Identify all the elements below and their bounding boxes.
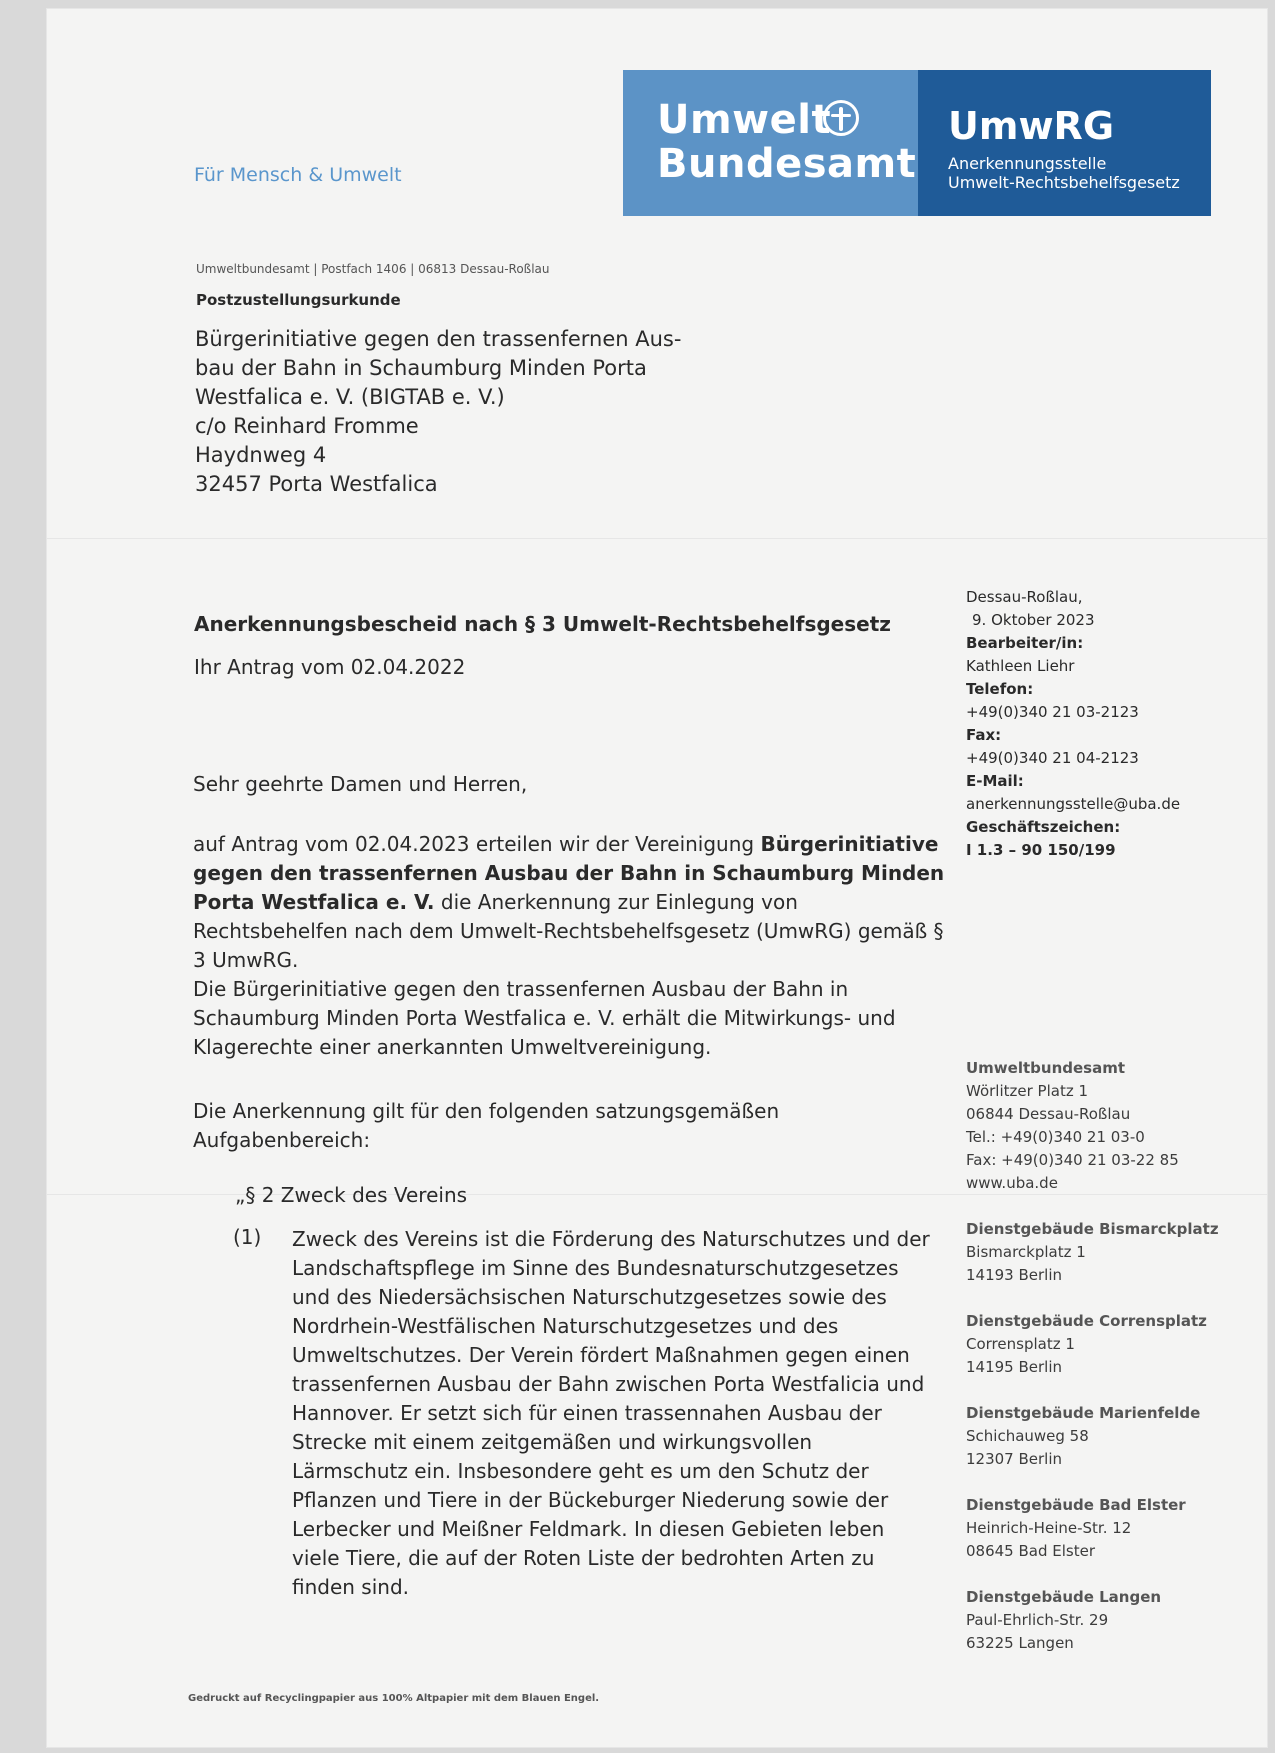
office-block — [966, 1402, 1200, 1471]
office-block — [966, 1310, 1207, 1379]
umwrg-logo — [918, 70, 1211, 216]
address-line: bau der Bahn in Schaumburg Minden Porta — [195, 356, 647, 380]
umwrg-title: UmwRG — [948, 104, 1115, 148]
paragraph-recognition — [193, 830, 953, 975]
paragraph-rights: Die Bürgerinitiative gegen den trassenfernen Ausbau der Bahn in Schaumburg Minden Porta Westfalica e. V. erhält die Mitwirkungs- und Klagerechte einer anerkannten Umweltvereinigung. — [193, 977, 896, 1059]
umwrg-subtitle — [948, 154, 1180, 192]
delivery-note: Postzustellungsurkunde — [196, 291, 401, 309]
logo-text-umwelt: Umwelt — [657, 97, 832, 143]
clerk-label: Bearbeiter/in: — [966, 634, 1084, 652]
office-line: Schichauweg 58 — [966, 1427, 1089, 1445]
paragraph-text: auf Antrag vom 02.04.2023 erteilen wir der Vereinigung — [193, 832, 761, 856]
office-line: Heinrich-Heine-Str. 12 — [966, 1519, 1132, 1537]
association-name: Bürgerinitiative gegen den trassenfernen Ausbau der Bahn in Schaumburg Minden Porta Westfalica e. V. — [193, 832, 945, 914]
office-line: 06844 Dessau-Roßlau — [966, 1105, 1131, 1123]
office-title: Dienstgebäude Bismarckplatz — [966, 1220, 1219, 1238]
phone-label: Telefon: — [966, 680, 1034, 698]
office-title: Umweltbundesamt — [966, 1059, 1126, 1077]
office-title: Dienstgebäude Bad Elster — [966, 1496, 1186, 1514]
file-number-label: Geschäftszeichen: — [966, 818, 1121, 836]
paragraph-text: die Anerkennung zur Einlegung von Rechtsbehelfen nach dem Umwelt-Rechtsbehelfsgesetz (UmwRG) gemäß § 3 UmwRG. — [193, 890, 944, 972]
office-line: Wörlitzer Platz 1 — [966, 1082, 1089, 1100]
address-line: c/o Reinhard Fromme — [195, 414, 419, 438]
office-line: 08645 Bad Elster — [966, 1542, 1095, 1560]
letterhead-logo — [623, 70, 1211, 216]
office-line: 63225 Langen — [966, 1634, 1074, 1652]
office-title: Dienstgebäude Marienfelde — [966, 1404, 1201, 1422]
sidebar-contact — [966, 586, 1180, 862]
file-number: I 1.3 – 90 150/199 — [966, 841, 1116, 859]
office-block — [966, 1057, 1179, 1195]
office-line: www.uba.de — [966, 1174, 1058, 1192]
paragraph-scope: Die Anerkennung gilt für den folgenden satzungsgemäßen Aufgabenbereich: — [193, 1099, 780, 1152]
office-block — [966, 1586, 1161, 1655]
fax-label: Fax: — [966, 726, 1002, 744]
place: Dessau-Roßlau, — [966, 588, 1083, 606]
clause-text: Zweck des Vereins ist die Förderung des Naturschutzes und der Landschaftspflege im Sinne des Bundesnaturschutzgesetzes und des Niedersächsischen Naturschutzgesetzes sowie des Nordrhein-Westfälischen Naturschutzgesetzes und des Umweltschutzes. Der Verein fördert Maßnahmen gegen einen trassenfernen Ausbau der Bahn zwischen Porta Westfalicia und Hannover. Er setzt sich für einen trassennahen Ausbau der Strecke mit einem zeitgemäßen und wirkungsvollen Lärmschutz ein. Insbesondere geht es um den Schutz der Pflanzen und Tiere in der Bückeburger Niederung sowie der Lerbecker und Meißner Feldmark. In diesen Gebieten leben viele Tiere, die auf der Roten Liste der bedrohten Arten zu finden sind. — [292, 1227, 930, 1599]
date: 9. Oktober 2023 — [972, 611, 1095, 629]
logo-text-bundesamt: Bundesamt — [657, 141, 917, 187]
office-block — [966, 1218, 1219, 1287]
office-title: Dienstgebäude Langen — [966, 1588, 1162, 1606]
sender-line: Umweltbundesamt | Postfach 1406 | 06813 Dessau-Roßlau — [196, 262, 550, 276]
uba-emblem-icon — [823, 100, 859, 136]
tagline: Für Mensch & Umwelt — [194, 164, 402, 186]
email-address: anerkennungsstelle@uba.de — [966, 795, 1181, 813]
office-line: Fax: +49(0)340 21 03-22 85 — [966, 1151, 1179, 1169]
fold-line — [46, 538, 1268, 539]
office-block — [966, 1494, 1186, 1563]
office-line: 14193 Berlin — [966, 1266, 1063, 1284]
address-line: Bürgerinitiative gegen den trassenfernen Aus- — [195, 327, 682, 351]
office-line: Corrensplatz 1 — [966, 1335, 1075, 1353]
clause-number: (1) — [233, 1225, 262, 1249]
office-line: 14195 Berlin — [966, 1358, 1063, 1376]
clerk-name: Kathleen Liehr — [966, 657, 1075, 675]
address-line: Westfalica e. V. (BIGTAB e. V.) — [195, 385, 505, 409]
umwrg-subtitle-line1: Anerkennungsstelle — [948, 154, 1107, 173]
uba-logo — [623, 70, 918, 216]
recipient-address — [195, 325, 681, 499]
address-line: Haydnweg 4 — [195, 443, 327, 467]
office-line: Tel.: +49(0)340 21 03-0 — [966, 1128, 1145, 1146]
umwrg-subtitle-line2: Umwelt-Rechtsbehelfsgesetz — [948, 173, 1180, 192]
section-heading: „§ 2 Zweck des Vereins — [235, 1183, 468, 1207]
office-line: Bismarckplatz 1 — [966, 1243, 1086, 1261]
recycling-footer: Gedruckt auf Recyclingpapier aus 100% Altpapier mit dem Blauen Engel. — [188, 1693, 600, 1704]
office-line: 12307 Berlin — [966, 1450, 1063, 1468]
fax-number: +49(0)340 21 04-2123 — [966, 749, 1139, 767]
email-label: E-Mail: — [966, 772, 1024, 790]
address-line: 32457 Porta Westfalica — [195, 472, 438, 496]
office-line: Paul-Ehrlich-Str. 29 — [966, 1611, 1109, 1629]
salutation: Sehr geehrte Damen und Herren, — [193, 772, 528, 796]
reference-line: Ihr Antrag vom 02.04.2022 — [194, 655, 466, 679]
subject-line: Anerkennungsbescheid nach § 3 Umwelt-Rechtsbehelfsgesetz — [194, 612, 891, 636]
phone-number: +49(0)340 21 03-2123 — [966, 703, 1139, 721]
office-title: Dienstgebäude Corrensplatz — [966, 1312, 1207, 1330]
